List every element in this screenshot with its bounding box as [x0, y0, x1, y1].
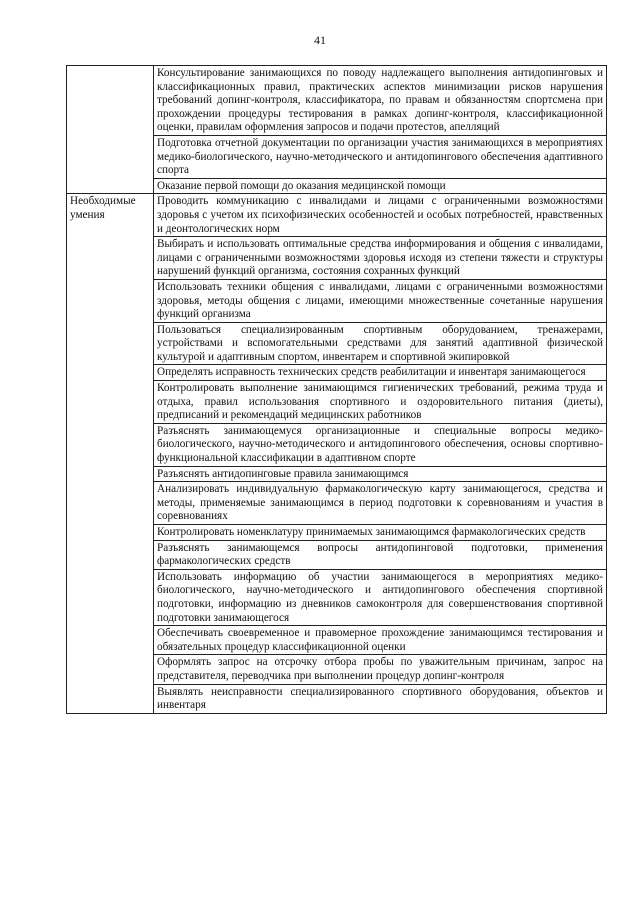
skill-item: Выбирать и использовать оптимальные средства информирования и общения с инвалидами, лицами с ограниченными возможностями здоровья исходя из степени тяжести и структуры нарушений функций организма, состояния сохранных функций [154, 237, 607, 280]
skill-item: Разъяснять антидопинговые правила занимающимся [154, 466, 607, 482]
skill-item: Контролировать номенклатуру принимаемых занимающимся фармакологических средств [154, 525, 607, 541]
skill-item: Использовать информацию об участии занимающегося в мероприятиях медико-биологического, научно-методического и антидопингового обеспечения спортивной подготовки, информацию из дневников самоконтроля для совершенствования спортивной подготовки занимающегося [154, 569, 607, 625]
skill-item: Разъяснять занимающемуся организационные и специальные вопросы медико-биологического, научно-методического и антидопингового обеспечения, основы спортивно-функциональной классификации в адаптивном спорте [154, 423, 607, 466]
skill-item: Определять исправность технических средств реабилитации и инвентаря занимающегося [154, 365, 607, 381]
skill-item: Разъяснять занимающемся вопросы антидопинговой подготовки, применения фармакологических средств [154, 540, 607, 569]
knowledge-item: Консультирование занимающихся по поводу надлежащего выполнения антидопинговых и классификационных правил, практических аспектов минимизации рисков нарушения требований допинг-контроля, классификатора, по правам и обязанностям спортсмена при прохождении процедуры тестирования в рамках допинг-контроля, классификационной оценки, правилам оформления запросов и подачи протестов, апелляций [154, 66, 607, 136]
skill-item: Выявлять неисправности специализированного спортивного оборудования, объектов и инвентаря [154, 684, 607, 713]
knowledge-item: Оказание первой помощи до оказания медицинской помощи [154, 178, 607, 194]
table-row [67, 194, 607, 237]
skill-item: Использовать техники общения с инвалидами, лицами с ограниченными возможностями здоровья, методы общения с лицами, имеющими множественные сочетанные нарушения функций организма [154, 279, 607, 322]
skill-item: Пользоваться специализированным спортивным оборудованием, тренажерами, устройствами и вспомогательными средствами для занятий адаптивной физической культурой и адаптивным спортом, инвентарем и спортивной экипировкой [154, 322, 607, 365]
skills-label: Необходимые умения [67, 194, 154, 713]
skill-item: Оформлять запрос на отсрочку отбора пробы по уважительным причинам, запрос на представителя, переводчика при выполнении процедур допинг-контроля [154, 655, 607, 684]
skill-item: Обеспечивать своевременное и правомерное прохождение занимающимся тестирования и обязательных процедур классификационной оценки [154, 626, 607, 655]
table-row [67, 66, 607, 136]
knowledge-label-cell [67, 66, 154, 194]
skill-item: Анализировать индивидуальную фармакологическую карту занимающегося, средства и методы, применяемые занимающимся в период подготовки к соревнованиям и участия в соревнованиях [154, 482, 607, 525]
skill-item: Проводить коммуникацию с инвалидами и лицами с ограниченными возможностями здоровья с учетом их психофизических особенностей и особых потребностей, нравственных и деонтологических норм [154, 194, 607, 237]
knowledge-item: Подготовка отчетной документации по организации участия занимающихся в мероприятиях медико-биологического, научно-методического и антидопингового обеспечения адаптивного спорта [154, 135, 607, 178]
skill-item: Контролировать выполнение занимающимся гигиенических требований, режима труда и отдыха, правил использования спортивного и оздоровительного питания (диеты), предписаний и рекомендаций медицинских работников [154, 381, 607, 424]
requirements-table [66, 65, 607, 714]
page-number: 41 [314, 33, 326, 47]
